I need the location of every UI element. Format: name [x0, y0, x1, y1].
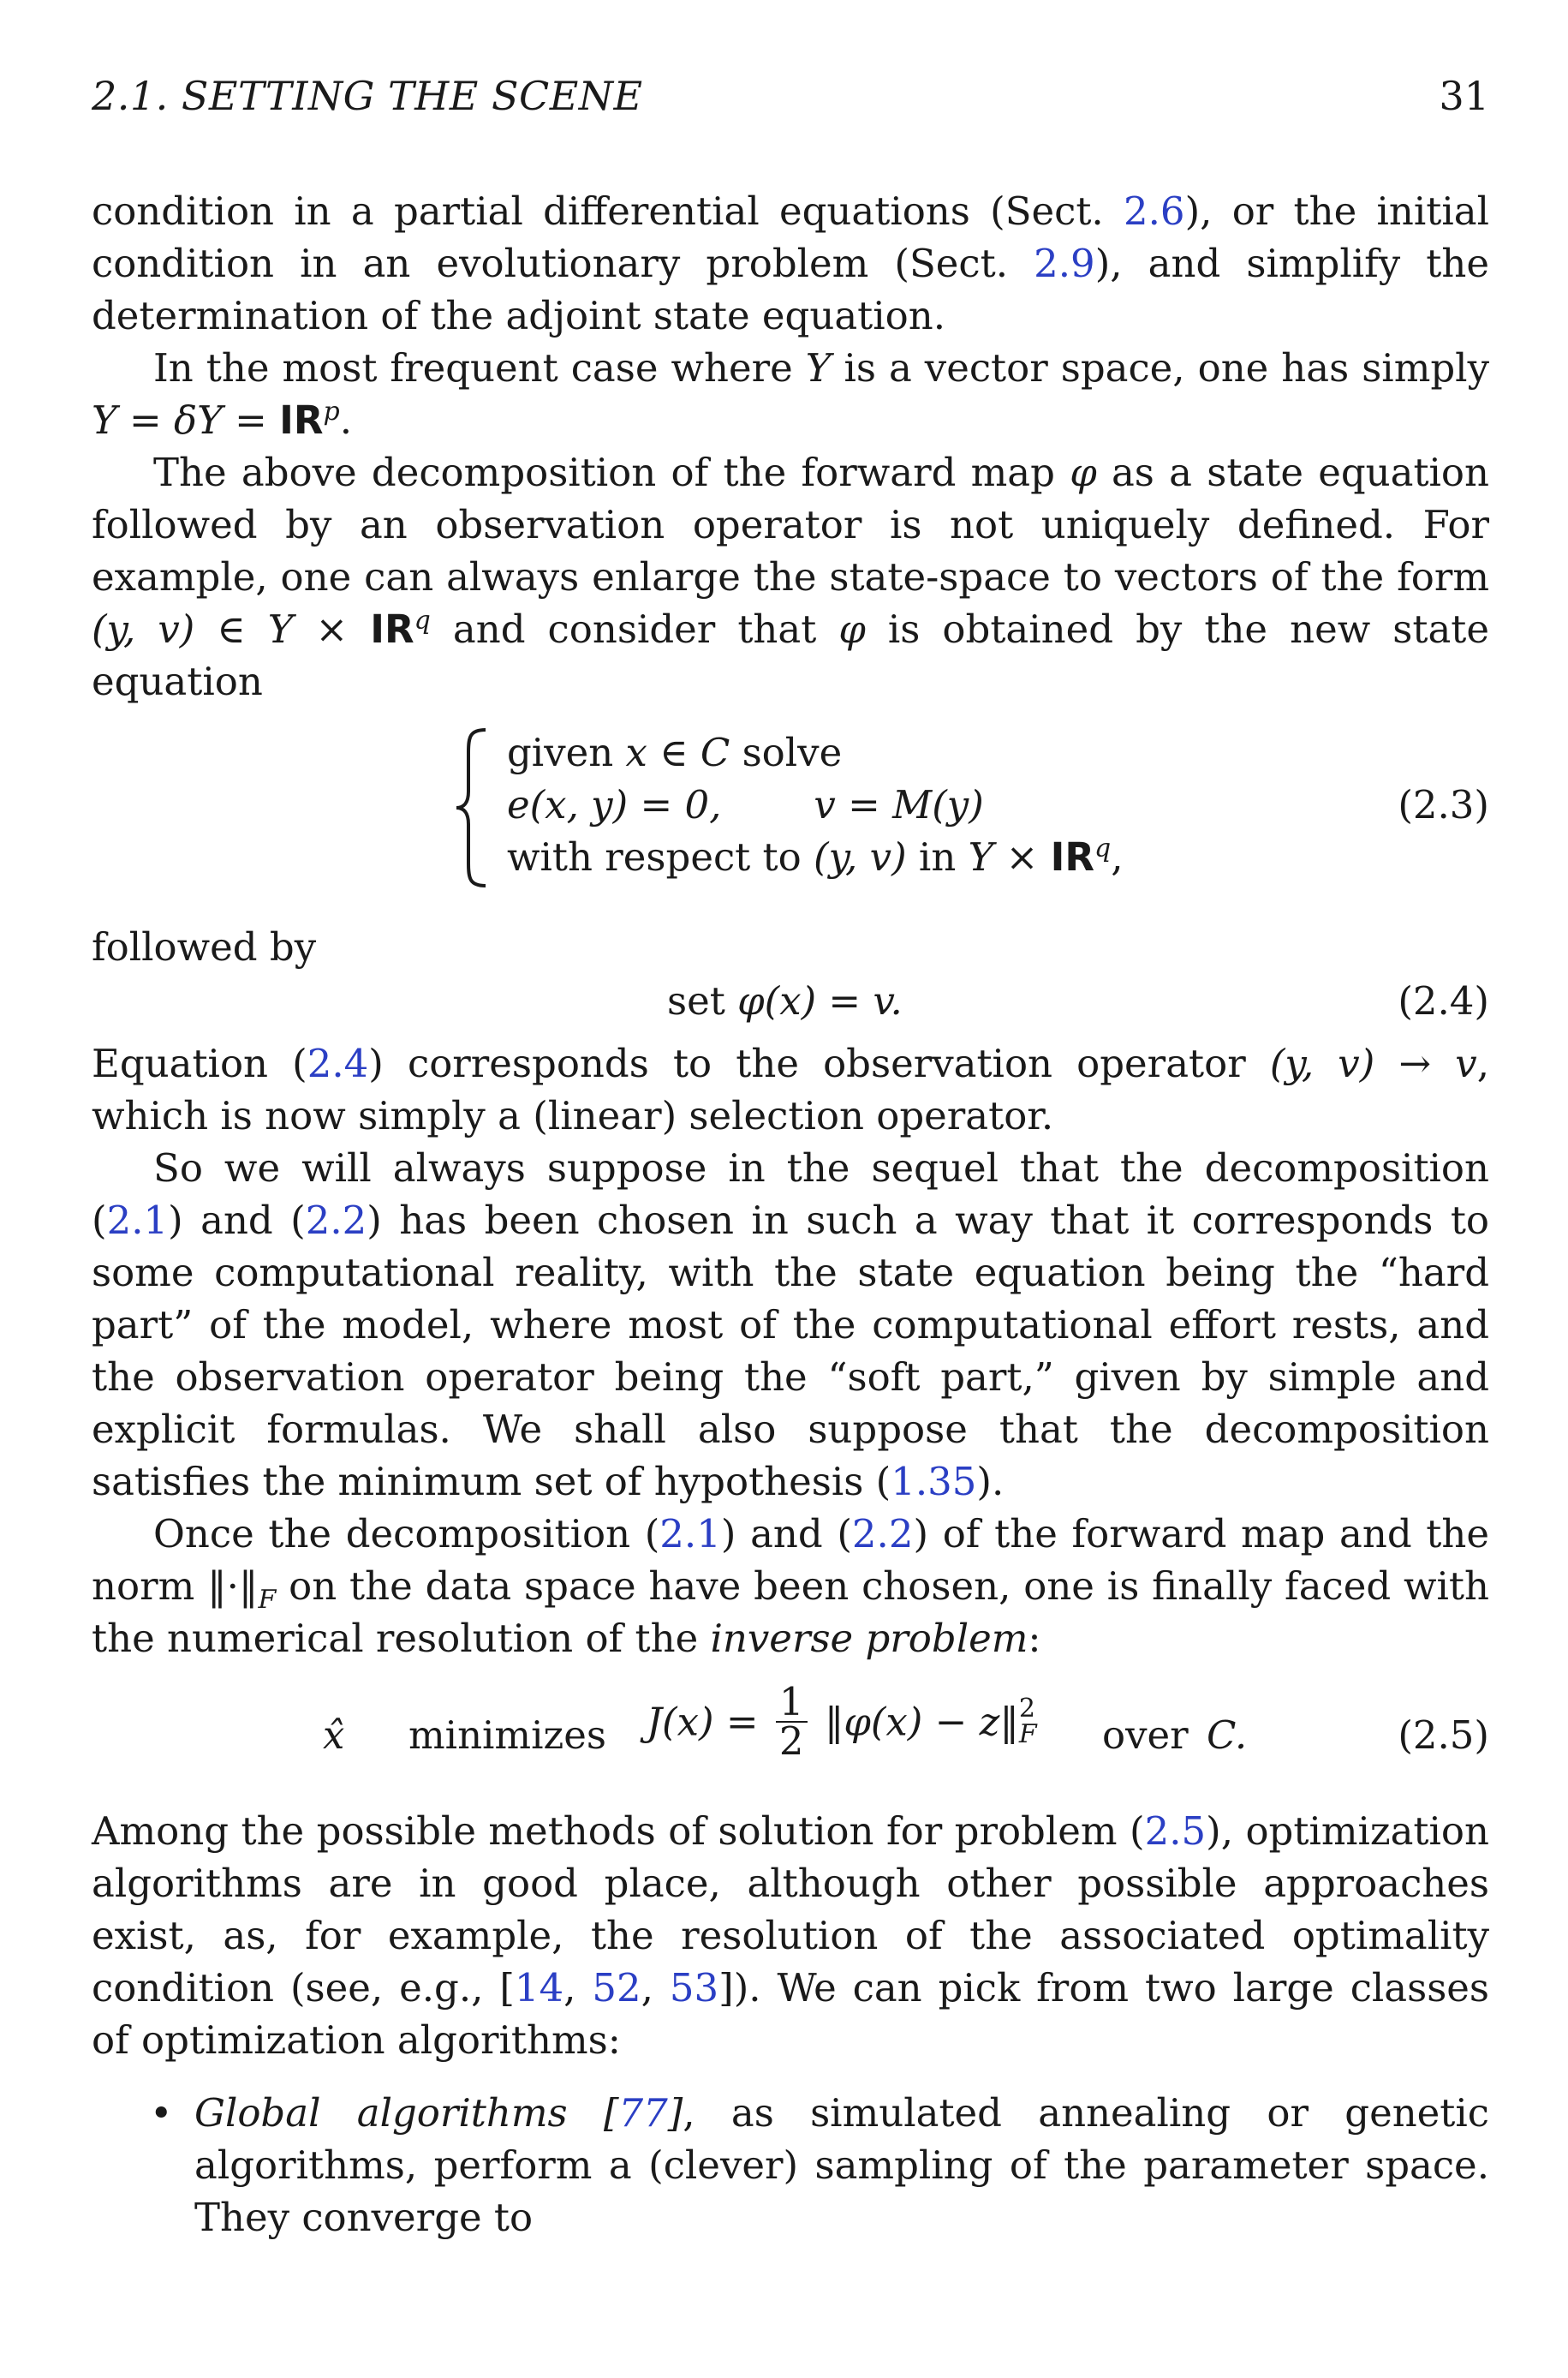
- equation-2-3: [92, 726, 1489, 902]
- equation-ref-link[interactable]: 2.1: [106, 1198, 169, 1243]
- paragraph: Among the possible methods of solution for problem (2.5), optimization algorithms are in good place, although other possible approaches exist, as, for example, the resolution of the associated optimality condition (see, e.g., [14, 52, 53]). We can pick from two large classes of optimization algorithms:: [92, 1808, 1490, 2063]
- system-row: given x ∈ C solve: [507, 730, 843, 775]
- paragraph: Once the decomposition (2.1) and (2.2) of the forward map and the norm $‖\cdot‖_F$ on the data space have been chosen, one is finally faced with the numerical resolution of the inverse problem:: [92, 1511, 1489, 1661]
- section-title: 2.1. SETTING THE SCENE: [92, 73, 643, 119]
- equation-2-5: x̂ minimizes J(x) = $\frac{1}{2}$ ‖φ(x) − z‖ 2 F over C. (2.5): [323, 1679, 1489, 1764]
- page-number: 31: [1439, 73, 1489, 119]
- system-row: with respect to (y, v) in $Y \times IR^q$,: [507, 833, 1124, 880]
- fraction: $\frac{1}{2}$: [776, 1683, 808, 1760]
- paragraph: followed by: [92, 924, 317, 970]
- equation-ref-link[interactable]: 2.2: [851, 1511, 914, 1556]
- body-text: [92, 185, 1489, 2244]
- system-row: e(x, y) = 0, v = M(y): [507, 782, 984, 828]
- citation-link[interactable]: 14: [514, 1965, 564, 2011]
- paragraph: condition in a partial differential equations (Sect. 2.6), or the initial condition in an evolutionary problem (Sect. 2.9), and simplify the determination of the adjoint state equation.: [92, 188, 1489, 338]
- citation-link[interactable]: 53: [669, 1965, 719, 2011]
- equation-number: (2.3): [1398, 782, 1489, 828]
- paragraph: Equation (2.4) corresponds to the observation operator (y, v) → v, which is now simply a (linear) selection operator.: [92, 1041, 1489, 1138]
- left-brace: [451, 726, 494, 889]
- equation-2-4: set φ(x) = v. (2.4): [92, 975, 1489, 1031]
- paragraph: So we will always suppose in the sequel that the decomposition (2.1) and (2.2) has been chosen in such a way that it corresponds to some computational reality, with the state equation being the “hard part” of the model, where most of the computational effort rests, and the observation operator being the “soft part,” given by simple and explicit formulas. We shall also suppose that the decomposition satisfies the minimum set of hypothesis (1.35).: [92, 1145, 1489, 1504]
- bullet-marker: •: [150, 2090, 173, 2136]
- paragraph: In the most frequent case where Y is a vector space, one has simply $Y = \delta Y = IR^p$.: [92, 345, 1489, 443]
- equation-number: (2.5): [1398, 1712, 1489, 1758]
- section-ref-link[interactable]: 2.6: [1124, 188, 1185, 234]
- equation-number: (2.4): [1398, 978, 1489, 1024]
- running-header: [92, 70, 1489, 122]
- equation-ref-link[interactable]: 2.5: [1144, 1808, 1207, 1854]
- list-item: • Global algorithms [77], as simulated annealing or genetic algorithms, perform a (clever) sampling of the parameter space. They converge to: [92, 2087, 1489, 2244]
- section-ref-link[interactable]: 2.9: [1034, 241, 1095, 286]
- equation-ref-link[interactable]: 2.4: [307, 1041, 369, 1086]
- citation-link[interactable]: 77: [618, 2090, 668, 2136]
- citation-link[interactable]: 52: [592, 1965, 641, 2011]
- equation-ref-link[interactable]: 2.2: [305, 1198, 367, 1243]
- paragraph: The above decomposition of the forward map φ as a state equation followed by an observation operator is not uniquely defined. For example, one can always enlarge the state-space to vectors of the form (y, v) ∈ $Y \times IR^q$ and consider that φ is obtained by the new state equation: [92, 450, 1490, 704]
- equation-ref-link[interactable]: 2.1: [659, 1511, 721, 1556]
- equation-ref-link[interactable]: 1.35: [891, 1459, 977, 1504]
